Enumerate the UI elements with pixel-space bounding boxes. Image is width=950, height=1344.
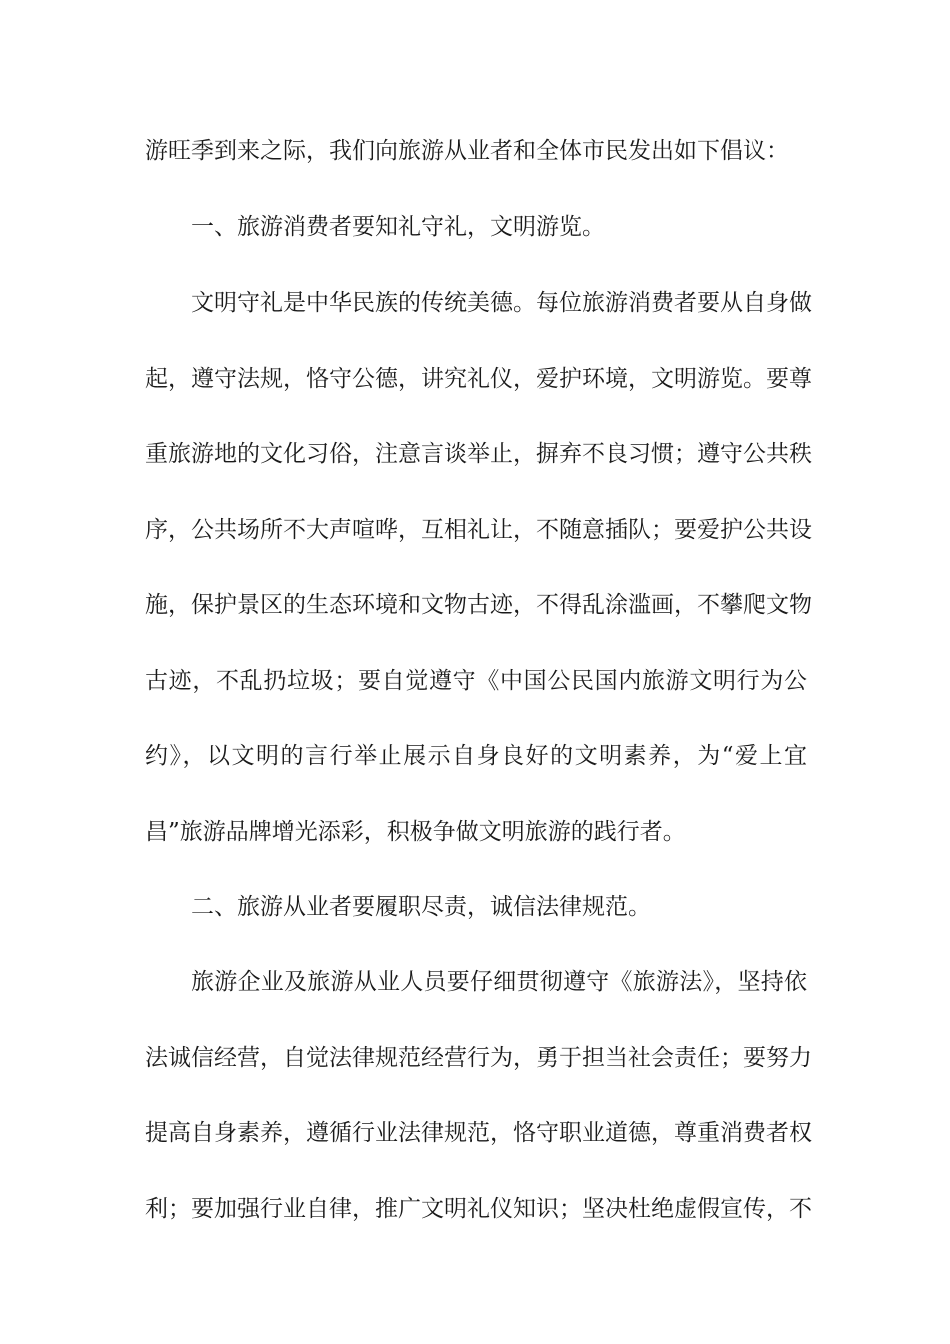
- text-line-14: 提高自身素养，遵循行业法律规范，恪守职业道德，尊重消费者权: [145, 1120, 812, 1146]
- text-line-12: 旅游企业及旅游从业人员要仔细贯彻遵守《旅游法》，坚持依: [191, 969, 807, 995]
- text-line-7: 施，保护景区的生态环境和文物古迹，不得乱涂滥画，不攀爬文物: [145, 592, 812, 618]
- section-heading-1: 一、旅游消费者要知礼守礼，文明游览。: [191, 214, 605, 240]
- text-line-8: 古迹，不乱扔垃圾；要自觉遵守《中国公民国内旅游文明行为公: [145, 668, 807, 694]
- text-line-1: 游旺季到来之际，我们向旅游从业者和全体市民发出如下倡议：: [145, 138, 789, 164]
- text-line-15: 利；要加强行业自律，推广文明礼仪知识；坚决杜绝虚假宣传，不: [145, 1196, 812, 1222]
- text-line-5: 重旅游地的文化习俗，注意言谈举止，摒弃不良习惯；遵守公共秩: [145, 441, 812, 467]
- text-line-13: 法诚信经营，自觉法律规范经营行为，勇于担当社会责任；要努力: [145, 1045, 812, 1071]
- text-line-4: 起，遵守法规，恪守公德，讲究礼仪，爱护环境，文明游览。要尊: [145, 366, 812, 392]
- text-line-10: 昌”旅游品牌增光添彩，积极争做文明旅游的践行者。: [145, 819, 686, 845]
- text-line-3: 文明守礼是中华民族的传统美德。每位旅游消费者要从自身做: [191, 290, 812, 316]
- text-line-9: 约》，以文明的言行举止展示自身良好的文明素养，为“爱上宜: [145, 743, 807, 769]
- text-line-6: 序，公共场所不大声喧哗，互相礼让，不随意插队；要爱护公共设: [145, 517, 812, 543]
- section-heading-2: 二、旅游从业者要履职尽责，诚信法律规范。: [191, 894, 651, 920]
